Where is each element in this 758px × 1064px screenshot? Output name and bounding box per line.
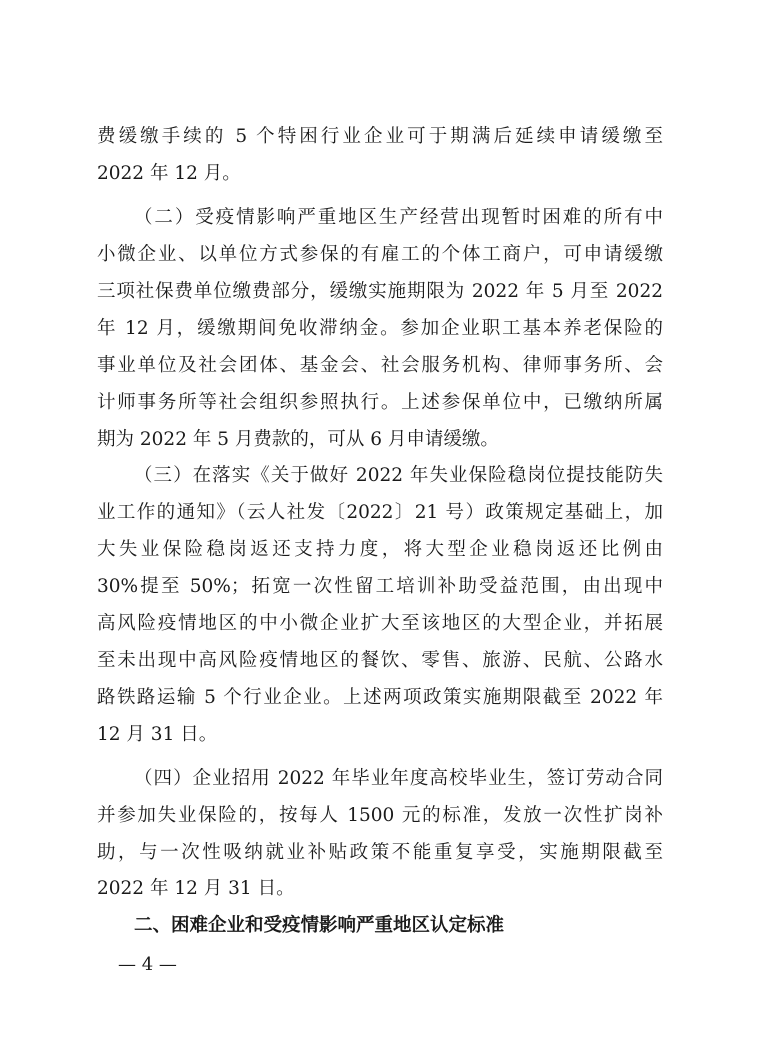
text-line: 计师事务所等社会组织参照执行。上述参保单位中，已缴纳所属: [97, 392, 663, 413]
text-line: 业工作的通知》（云人社发〔2022〕21 号）政策规定基础上，加: [97, 502, 663, 523]
text-line: 大失业保险稳岗返还支持力度，将大型企业稳岗返还比例由: [97, 539, 663, 560]
text-line: 2022 年 12 月 31 日。: [97, 878, 295, 899]
text-line: 年 12 月，缓缴期间免收滞纳金。参加企业职工基本养老保险的: [97, 318, 663, 339]
section-heading: 二、困难企业和受疫情影响严重地区认定标准: [134, 915, 505, 936]
paragraph-start-line: （二）受疫情影响严重地区生产经营出现暂时困难的所有中: [134, 207, 663, 228]
text-line: 并参加失业保险的，按每人 1500 元的标准，发放一次性扩岗补: [97, 805, 663, 826]
text-line: 30%提至 50%；拓宽一次性留工培训补助受益范围，由出现中: [97, 576, 663, 597]
text-line: 路铁路运输 5 个行业企业。上述两项政策实施期限截至 2022 年: [97, 687, 663, 708]
text-line: 至未出现中高风险疫情地区的餐饮、零售、旅游、民航、公路水: [97, 650, 663, 671]
paragraph-start-line: （三）在落实《关于做好 2022 年失业保险稳岗位提技能防失: [134, 465, 663, 486]
text-line: 三项社保费单位缴费部分，缓缴实施期限为 2022 年 5 月至 2022: [97, 281, 663, 302]
paragraph-start-line: （四）企业招用 2022 年毕业年度高校毕业生，签订劳动合同: [134, 768, 663, 789]
text-line: 事业单位及社会团体、基金会、社会服务机构、律师事务所、会: [97, 355, 663, 376]
text-line: 2022 年 12 月。: [97, 163, 241, 184]
page-number: — 4 —: [118, 954, 177, 975]
text-line: 小微企业、以单位方式参保的有雇工的个体工商户，可申请缓缴: [97, 244, 663, 265]
text-line: 助，与一次性吸纳就业补贴政策不能重复享受，实施期限截至: [97, 842, 663, 863]
text-line: 费缓缴手续的 5 个特困行业企业可于期满后延续申请缓缴至: [97, 126, 663, 147]
text-line: 12 月 31 日。: [97, 724, 218, 745]
text-line: 期为 2022 年 5 月费款的，可从 6 月申请缓缴。: [97, 429, 499, 450]
text-line: 高风险疫情地区的中小微企业扩大至该地区的大型企业，并拓展: [97, 613, 663, 634]
